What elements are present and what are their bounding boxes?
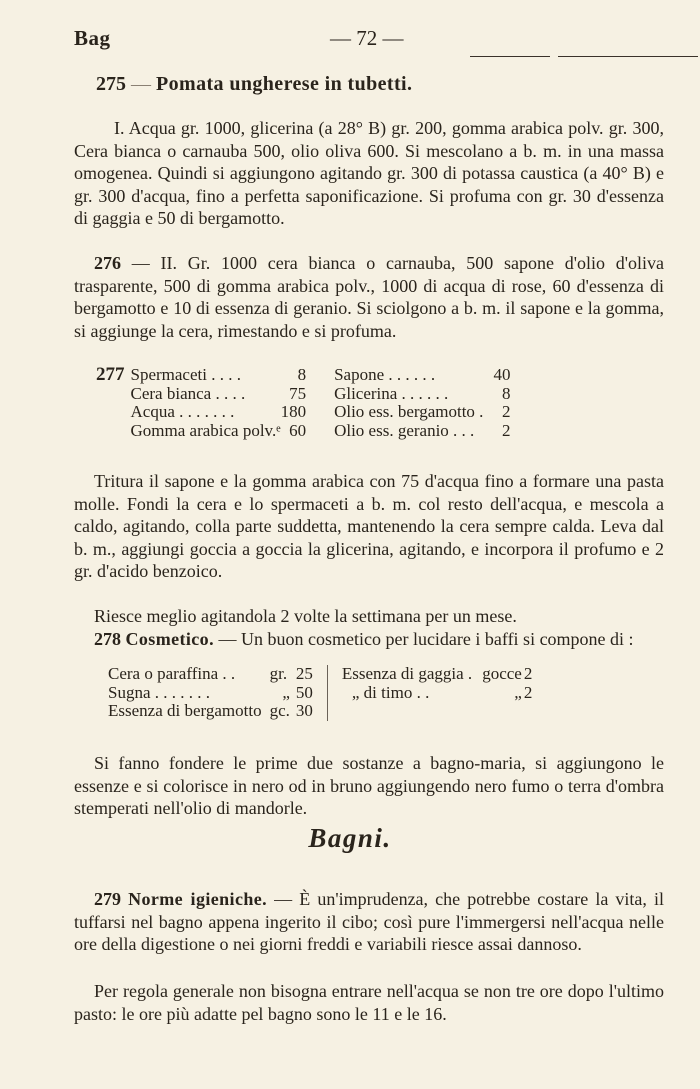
entry-body: — II. Gr. 1000 cera bianca o carnauba, 500 sapone d'olio d'oliva trasparente, 500 di gomma arabica polv., 1000 di acqua di rose, 60 d'essenza di bergamotto e 10 di essenza di geranio. Si sciolgono a b. m. il sapone e la gomma, si aggiunge la cera, rimestando e si profuma. (74, 253, 664, 341)
ingredient-name: Olio ess. geranio . . . (334, 420, 475, 440)
entry-body: — È un'imprudenza, che potrebbe costare la vita, il tuffarsi nel bagno appena ingerito il cibo; così pure l'immergersi nell'acqua nelle ore della digestione o nei giorni freddi e variabili riesce assai dannoso. (74, 889, 665, 954)
ingredient-name: Essenza di bergamotto (108, 701, 262, 720)
entry-277-text: Tritura il sapone e la gomma arabica con 75 d'acqua fino a formare una pasta molle. Fondi la cera e lo spermaceti a b. m. col resto dell'acqua, e mescola a caldo, agitando, colla parte suddetta, mantenendo la cera sempre calda. Leva dal b. m., aggiungi goccia a goccia la glicerina, agitando, e incorpora il profumo e 2 gr. d'acido benzoico. (74, 471, 664, 581)
entry-275-text: I. Acqua gr. 1000, glicerina (a 28° B) gr. 200, gomma arabica polv. gr. 300, Cera bianca o carnauba 500, olio oliva 600. Si mescolano a b. m. in una massa omogenea. Quindi si aggiungono agitando gr. 300 di potassa caustica (a 40° B) e gr. 300 d'acqua, fino a perfetta saponificazione. Si profuma con gr. 30 d'essenza di gaggia e 50 di bergamotto. (74, 118, 664, 228)
ingredient-qty: 2 (501, 402, 511, 421)
table-row (108, 702, 532, 721)
ingredient-qty: 2 (501, 420, 511, 440)
ingredient-qty: 8 (501, 383, 511, 403)
ingredient-qty: 50 (295, 682, 313, 702)
ingredient-name: Acqua . . . . . . . (130, 402, 235, 421)
ingredient-qty: 2 (523, 664, 533, 683)
table-row (96, 422, 510, 441)
recipe-277-table (96, 366, 510, 440)
entry-dash: — (131, 73, 151, 95)
ingredient-name: Cera o paraffina . . (108, 664, 236, 683)
entry-279-text2: Per regola generale non bisogna entrare nell'acqua se non tre ore dopo l'ultimo pasto: le ore più adatte pel bagno sono le 11 e le 16. (74, 981, 664, 1024)
entry-278-text (74, 628, 664, 651)
ingredient-unit: gc. (269, 701, 290, 720)
ingredient-qty (522, 702, 533, 721)
ingredient-qty: 25 (295, 664, 313, 683)
section-title: Bagni. (308, 823, 392, 853)
entry-277-note: Riesce meglio agitandola 2 volte la settimana per un mese. (94, 606, 517, 626)
ingredient-qty: 75 (289, 383, 307, 403)
ingredient-qty: 2 (523, 682, 533, 702)
entry-title: Pomata ungherese in tubetti. (156, 73, 413, 95)
ingredient-name: Gomma arabica polv.ᵉ (130, 420, 281, 440)
entry-title: Norme igieniche. (128, 889, 268, 909)
table-row (108, 684, 532, 703)
entry-number: 279 (94, 889, 121, 909)
ingredient-name: Sugna . . . . . . . (108, 682, 210, 702)
ingredient-name: „ di timo . . (327, 684, 472, 703)
entry-body: — Un buon cosmetico per lucidare i baffi si compone di : (218, 629, 634, 649)
table-row (96, 385, 510, 404)
header-rule (470, 56, 550, 57)
ingredient-unit: gocce (482, 664, 522, 683)
entry-275-heading (96, 73, 412, 96)
entry-number: 276 (94, 253, 121, 273)
ingredient-qty: 8 (297, 365, 307, 384)
ingredient-name: Essenza di gaggia . (327, 665, 472, 684)
ingredient-unit: „ (514, 682, 522, 702)
table-row (96, 366, 510, 385)
ingredient-name: Glicerina . . . . . . (334, 383, 449, 403)
entry-title: Cosmetico. (125, 629, 214, 649)
ingredient-qty: 30 (295, 701, 313, 720)
entry-number: 275 (96, 73, 126, 95)
ingredient-qty: 180 (280, 402, 307, 421)
table-row (108, 665, 532, 684)
ingredient-qty: 40 (493, 365, 511, 384)
ingredient-name: Spermaceti . . . . (130, 365, 241, 384)
ingredient-name: Cera bianca . . . . (130, 383, 246, 403)
entry-number: 278 (94, 629, 121, 649)
recipe-278-table (108, 665, 532, 721)
entry-number: 277 (96, 364, 125, 385)
entry-278-text: Si fanno fondere le prime due sostanze a bagno-maria, si aggiungono le essenze e si colorisce in nero od in bruno aggiungendo nero fumo o terra d'ombra stemperati nell'olio di mandorle. (74, 753, 664, 818)
ingredient-unit (472, 702, 522, 721)
ingredient-unit: gr. (269, 664, 288, 683)
table-row (96, 403, 510, 422)
entry-276-text (74, 252, 664, 342)
entry-279-text (74, 888, 664, 956)
ingredient-name: Sapone . . . . . . (334, 365, 436, 384)
ingredient-name (327, 702, 472, 721)
running-title: Bag (74, 26, 111, 50)
header-rule (558, 56, 698, 57)
ingredient-unit: „ (282, 682, 290, 702)
ingredient-qty: 60 (289, 420, 307, 440)
ingredient-name: Olio ess. bergamotto . (334, 402, 484, 421)
running-header (74, 26, 660, 56)
page-number: — 72 — (330, 26, 404, 50)
